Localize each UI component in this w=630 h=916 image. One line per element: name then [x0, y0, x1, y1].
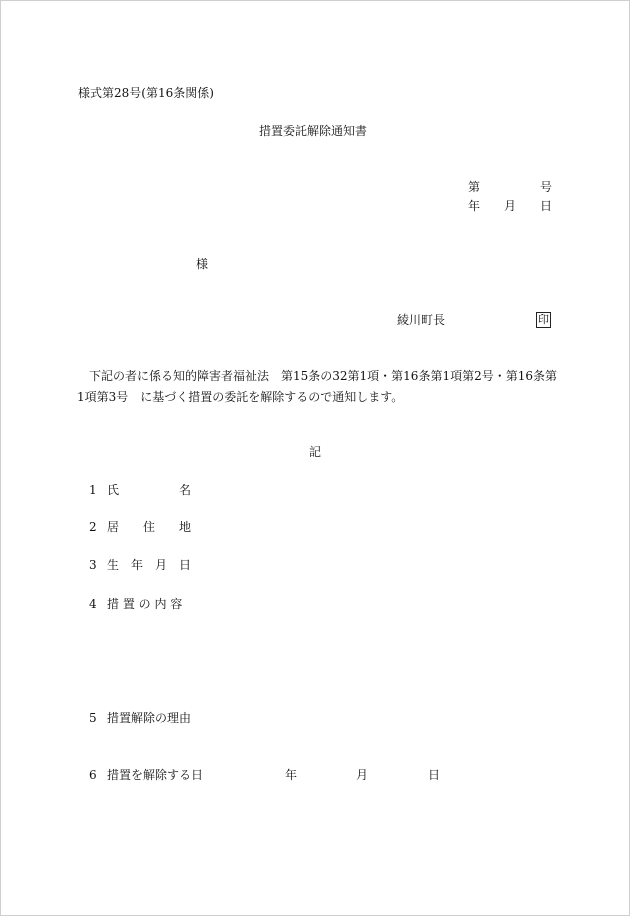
release-date-day: 日 — [428, 768, 441, 782]
addressee-suffix: 様 — [196, 257, 209, 271]
item-label-measure-content: 措 置 の 内 容 — [107, 597, 183, 611]
item-label-release-reason: 措置解除の理由 — [107, 711, 192, 725]
item-number: 5 — [89, 711, 97, 725]
item-label-birthdate: 生 年 月 日 — [107, 558, 192, 572]
item-label-residence: 居 住 地 — [107, 520, 192, 534]
release-date-month: 月 — [356, 768, 369, 782]
item-number: 1 — [89, 483, 97, 497]
sender-title: 綾川町長 — [397, 313, 446, 327]
form-number: 様式第28号(第16条関係) — [78, 86, 214, 100]
doc-number-prefix: 第 — [468, 180, 481, 194]
date-year: 年 — [468, 199, 481, 213]
release-date-year: 年 — [285, 768, 298, 782]
body-text: 下記の者に係る知的障害者福祉法 第15条の32第1項・第16条第1項第2号・第16条第1項第3号 に基づく措置の委託を解除するので通知します。 — [77, 369, 557, 404]
item-label-name: 氏 名 — [107, 483, 192, 497]
item-label-release-date: 措置を解除する日 — [107, 768, 204, 782]
item-number: 3 — [89, 558, 97, 572]
seal-mark: 印 — [538, 313, 549, 326]
date-month: 月 — [504, 199, 517, 213]
date-day: 日 — [540, 199, 553, 213]
record-heading: 記 — [309, 445, 322, 459]
item-number: 2 — [89, 520, 97, 534]
item-number: 6 — [89, 768, 97, 782]
item-number: 4 — [89, 597, 97, 611]
document-title: 措置委託解除通知書 — [259, 124, 368, 138]
doc-number-suffix: 号 — [540, 180, 553, 194]
